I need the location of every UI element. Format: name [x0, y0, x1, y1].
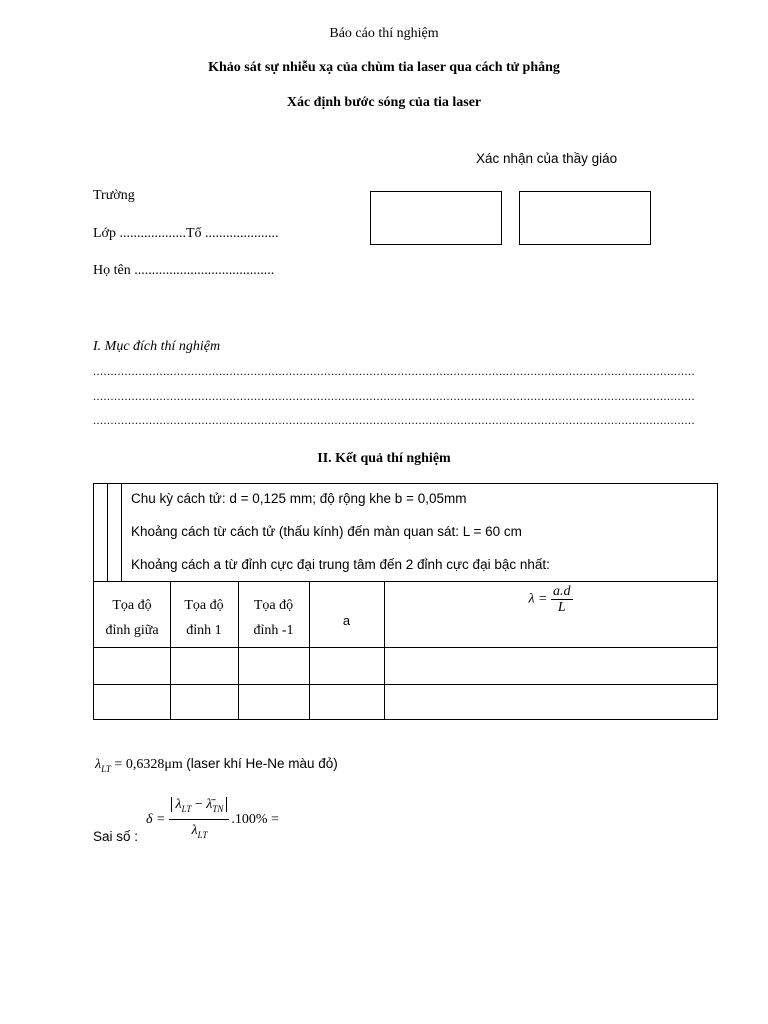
confirmation-box-1[interactable]	[370, 191, 502, 245]
distance-L-text: Khoảng cách từ cách tử (thấu kính) đến màn quan sát: L = 60 cm	[131, 524, 522, 539]
header-lambda-formula	[384, 584, 717, 615]
document-title: Khảo sát sự nhiễu xạ của chùm tia laser qua cách tử phẳng	[208, 60, 560, 75]
table-cell[interactable]	[94, 648, 170, 684]
confirmation-box-2[interactable]	[519, 191, 651, 245]
table-divider	[94, 581, 717, 582]
lambda-lt: λ	[175, 797, 182, 812]
class-group-field[interactable]: Lớp ...................Tổ .....................	[93, 226, 279, 241]
table-divider	[107, 484, 108, 581]
table-cell[interactable]	[94, 685, 170, 719]
minus-sign: −	[194, 797, 203, 812]
answer-line-1[interactable]: ............................................................................................................................................................................	[93, 364, 695, 378]
error-fraction	[169, 795, 229, 846]
report-label: Báo cáo thí nghiệm	[329, 26, 439, 41]
table-cell[interactable]	[310, 648, 384, 684]
formula-fraction	[551, 584, 573, 615]
answer-line-2[interactable]: ............................................................................................................................................................................	[93, 389, 695, 403]
school-field-label[interactable]: Trường	[93, 188, 135, 203]
document-subtitle: Xác định bước sóng của tia laser	[286, 95, 482, 110]
table-cell[interactable]	[239, 685, 309, 719]
table-cell[interactable]	[171, 648, 238, 684]
error-numerator	[169, 795, 229, 820]
laser-note: (laser khí He-Ne màu đỏ)	[186, 756, 338, 771]
name-field[interactable]: Họ tên ........................................	[93, 263, 275, 278]
header-center-peak	[94, 593, 170, 643]
answer-line-3[interactable]: ............................................................................................................................................................................	[93, 413, 695, 427]
header-line: Tọa độ	[112, 598, 152, 613]
header-peak-minus-1	[238, 593, 309, 643]
formula-lhs: λ =	[528, 591, 548, 607]
table-cell[interactable]	[239, 648, 309, 684]
formula-denominator: L	[557, 600, 566, 615]
lambda-lt-den: λ	[191, 822, 198, 838]
laser-wavelength-value: = 0,6328μm	[114, 757, 183, 772]
table-cell[interactable]	[385, 648, 717, 684]
laser-wavelength-line	[95, 756, 338, 774]
absolute-value-bars	[171, 797, 227, 812]
lambda-tn-sub: TN	[212, 803, 224, 814]
header-line: Tọa độ	[184, 598, 224, 613]
lambda-tn: λ̄	[206, 797, 213, 812]
header-peak-1	[170, 593, 238, 643]
error-formula	[146, 795, 279, 846]
distance-a-text: Khoảng cách a từ đỉnh cực đại trung tâm đến 2 đỉnh cực đại bậc nhất:	[131, 557, 550, 572]
error-label: Sai số :	[93, 829, 139, 844]
error-denominator	[191, 820, 207, 846]
header-a: a	[342, 613, 351, 628]
lambda-symbol: λ	[95, 757, 102, 772]
lambda-lt-den-sub: LT	[197, 829, 208, 840]
lambda-subscript: LT	[101, 763, 111, 774]
section-2-heading: II. Kết quả thí nghiệm	[317, 451, 451, 466]
formula-numerator: a.d	[553, 584, 571, 599]
error-tail: .100% =	[231, 812, 279, 828]
table-cell[interactable]	[310, 685, 384, 719]
teacher-confirmation-label: Xác nhận của thầy giáo	[476, 151, 618, 166]
results-table	[93, 483, 718, 720]
table-cell[interactable]	[385, 685, 717, 719]
header-line: Tọa độ	[253, 598, 294, 613]
header-line: đỉnh -1	[253, 623, 294, 638]
header-line: đỉnh 1	[186, 623, 222, 638]
grating-period-text: Chu kỳ cách tử: d = 0,125 mm; độ rộng khe b = 0,05mm	[131, 491, 467, 506]
lambda-lt-sub: LT	[181, 803, 192, 814]
table-cell[interactable]	[171, 685, 238, 719]
section-1-heading: I. Mục đích thí nghiệm	[93, 339, 221, 354]
header-line: đỉnh giữa	[105, 623, 159, 638]
delta-symbol: δ =	[146, 812, 166, 828]
table-divider	[121, 484, 122, 581]
